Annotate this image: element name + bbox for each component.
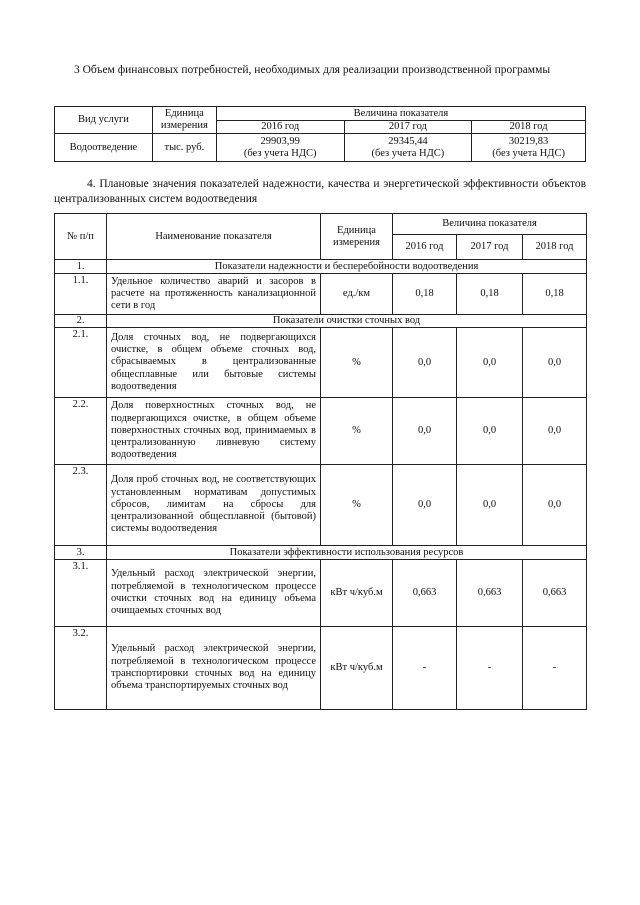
year-header: 2018 год bbox=[472, 121, 586, 134]
section-number: 3. bbox=[55, 546, 107, 560]
row-number: 3.1. bbox=[55, 560, 107, 627]
value-cell bbox=[472, 134, 586, 162]
row-number: 2.1. bbox=[55, 328, 107, 398]
value-cell: 0,0 bbox=[393, 398, 457, 465]
year-header: 2016 год bbox=[393, 235, 457, 260]
value-note: (без учета НДС) bbox=[371, 147, 445, 159]
section-title: Показатели эффективности использования ресурсов bbox=[107, 546, 587, 560]
value-cell: 0,663 bbox=[393, 560, 457, 627]
year-header: 2017 год bbox=[344, 121, 472, 134]
value-cell: 0,18 bbox=[457, 274, 523, 315]
col-header-unit: Единица измерения bbox=[321, 214, 393, 260]
value-cell: 0,0 bbox=[393, 465, 457, 546]
value-note: (без учета НДС) bbox=[243, 147, 317, 159]
table-row bbox=[55, 134, 586, 162]
value-amount: 29903,99 bbox=[260, 135, 300, 147]
indicator-name: Доля проб сточных вод, не соответствующих установленным нормативам допустимых сбросов, лимитам на сбросы для централизованной общесплавной (бытовой) системы водоотведения bbox=[107, 465, 321, 546]
value-cell: - bbox=[393, 627, 457, 710]
table-row bbox=[55, 274, 587, 315]
service-cell: Водоотведение bbox=[55, 134, 153, 162]
value-amount: 30219,83 bbox=[508, 135, 549, 147]
col-header-name: Наименование показателя bbox=[107, 214, 321, 260]
section-number: 2. bbox=[55, 315, 107, 328]
indicators-table bbox=[54, 213, 587, 710]
section-row bbox=[55, 260, 587, 274]
section-4-heading: 4. Плановые значения показателей надежности, качества и энергетической эффективности объектов централизованных систем водоотведения bbox=[54, 178, 586, 205]
value-cell: 0,663 bbox=[457, 560, 523, 627]
unit-cell: кВт ч/куб.м bbox=[321, 560, 393, 627]
table-row bbox=[55, 398, 587, 465]
value-cell: - bbox=[523, 627, 587, 710]
year-header: 2018 год bbox=[523, 235, 587, 260]
section-title: Показатели очистки сточных вод bbox=[107, 315, 587, 328]
value-cell: 0,0 bbox=[457, 465, 523, 546]
unit-cell: ед./км bbox=[321, 274, 393, 315]
value-cell: 0,0 bbox=[393, 328, 457, 398]
value-cell bbox=[344, 134, 472, 162]
value-cell: - bbox=[457, 627, 523, 710]
row-number: 2.3. bbox=[55, 465, 107, 546]
value-cell: 0,0 bbox=[523, 328, 587, 398]
col-header-unit: Единица измерения bbox=[152, 107, 216, 134]
unit-cell: % bbox=[321, 398, 393, 465]
year-header: 2016 год bbox=[216, 121, 344, 134]
value-cell: 0,0 bbox=[523, 398, 587, 465]
indicator-name: Доля поверхностных сточных вод, не подвергающихся очистке, в общем объеме поверхностных сточных вод, принимаемых в централизованную ливневую систему водоотведения bbox=[107, 398, 321, 465]
value-cell: 0,0 bbox=[523, 465, 587, 546]
value-cell: 0,18 bbox=[523, 274, 587, 315]
section-3-heading: 3 Объем финансовых потребностей, необходимых для реализации производственной программы bbox=[74, 64, 551, 76]
value-note: (без учета НДС) bbox=[492, 147, 565, 159]
col-header-service: Вид услуги bbox=[55, 107, 153, 134]
value-cell: 0,18 bbox=[393, 274, 457, 315]
year-header: 2017 год bbox=[457, 235, 523, 260]
value-cell: 0,0 bbox=[457, 328, 523, 398]
section-row bbox=[55, 546, 587, 560]
col-header-value: Величина показателя bbox=[216, 107, 585, 121]
col-header-num: № п/п bbox=[55, 214, 107, 260]
indicator-name: Удельный расход электрической энергии, потребляемой в технологическом процессе транспортировки сточных вод на единицу объема транспортируемых сточных вод bbox=[107, 627, 321, 710]
unit-cell: % bbox=[321, 328, 393, 398]
value-cell: 0,663 bbox=[523, 560, 587, 627]
unit-cell: кВт ч/куб.м bbox=[321, 627, 393, 710]
row-number: 3.2. bbox=[55, 627, 107, 710]
table-row bbox=[55, 560, 587, 627]
indicator-name: Удельное количество аварий и засоров в расчете на протяженность канализационной сети в год bbox=[107, 274, 321, 315]
financial-needs-table bbox=[54, 106, 586, 162]
unit-cell: % bbox=[321, 465, 393, 546]
table-row bbox=[55, 627, 587, 710]
value-cell: 0,0 bbox=[457, 398, 523, 465]
value-cell bbox=[216, 134, 344, 162]
row-number: 1.1. bbox=[55, 274, 107, 315]
col-header-value: Величина показателя bbox=[393, 214, 587, 235]
indicator-name: Доля сточных вод, не подвергающихся очистке, в общем объеме сточных вод, сбрасываемых в централизованные общесплавные или бытовые системы водоотведения bbox=[107, 328, 321, 398]
table-row bbox=[55, 328, 587, 398]
unit-cell: тыс. руб. bbox=[152, 134, 216, 162]
row-number: 2.2. bbox=[55, 398, 107, 465]
section-title: Показатели надежности и бесперебойности водоотведения bbox=[107, 260, 587, 274]
indicator-name: Удельный расход электрической энергии, потребляемой в технологическом процессе очистки сточных вод на единицу объема очищаемых сточных вод bbox=[107, 560, 321, 627]
section-number: 1. bbox=[55, 260, 107, 274]
value-amount: 29345,44 bbox=[388, 135, 428, 147]
section-row bbox=[55, 315, 587, 328]
table-row bbox=[55, 465, 587, 546]
